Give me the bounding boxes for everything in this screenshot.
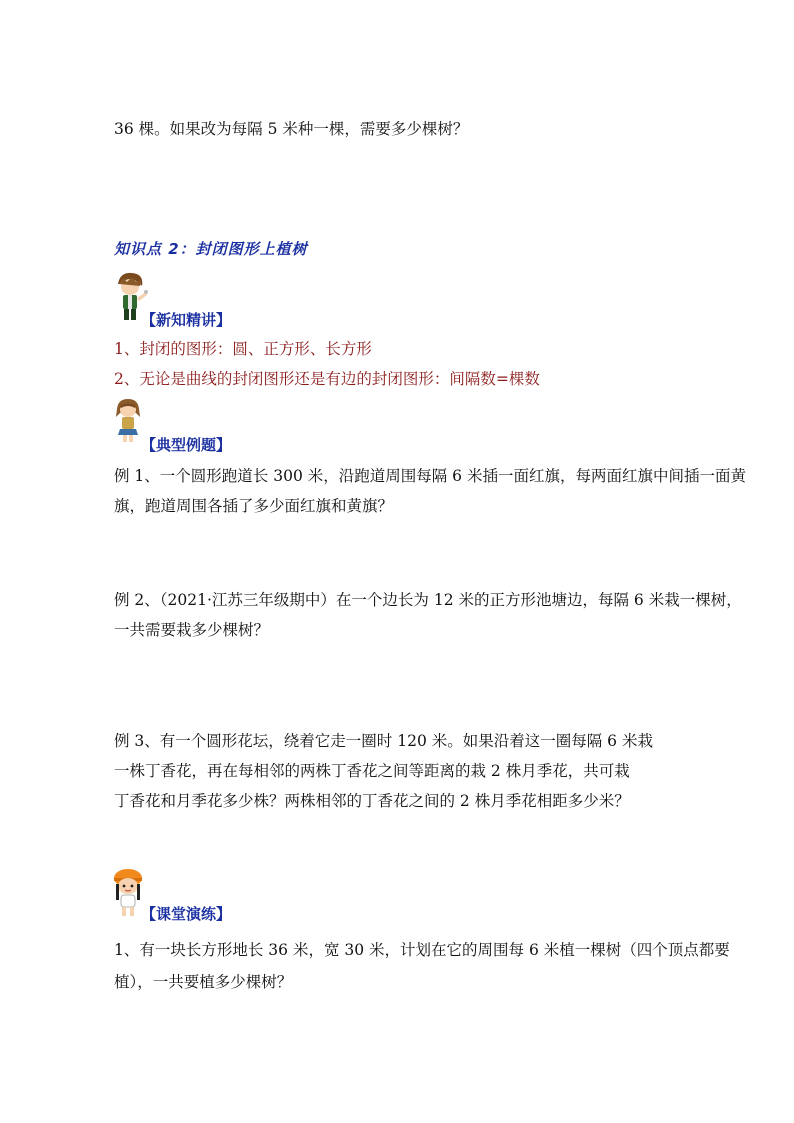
example-1-line-1: 例 1、一个圆形跑道长 300 米，沿跑道周围每隔 6 米插一面红旗，每两面红旗中间插一面黄 (114, 467, 746, 485)
previous-question-tail: 36 棵。如果改为每隔 5 米种一棵，需要多少棵树？ (114, 120, 469, 138)
section-practice: 【课堂演练】 (141, 905, 232, 923)
example-2-line-2: 一共需要栽多少棵树？ (114, 621, 270, 639)
knowledge-point-heading: 知识点 2：封闭图形上植树 (114, 240, 308, 258)
example-2-line-1: 例 2、（2021·江苏三年级期中）在一个边长为 12 米的正方形池塘边，每隔 6 米栽一棵树， (114, 591, 742, 609)
girl-student-icon (112, 397, 144, 443)
example-3-line-2: 一株丁香花，再在每相邻的两株丁香花之间等距离的栽 2 株月季花，共可栽 (114, 762, 630, 780)
practice-1-line-2: 植），一共要植多少棵树？ (114, 973, 293, 991)
knowledge-point-2: 2、无论是曲线的封闭图形还是有边的封闭图形：间隔数=棵数 (114, 370, 540, 388)
practice-1-line-1: 1、有一块长方形地长 36 米，宽 30 米，计划在它的周围每 6 米植一棵树（四个顶点都要 (114, 941, 730, 959)
example-1-line-2: 旗，跑道周围各插了多少面红旗和黄旗？ (114, 497, 394, 515)
section-new-knowledge: 【新知精讲】 (141, 311, 232, 329)
knowledge-point-1: 1、封闭的图形：圆、正方形、长方形 (114, 340, 372, 358)
section-examples: 【典型例题】 (141, 436, 232, 454)
example-3-line-1: 例 3、有一个圆形花坛，绕着它走一圈时 120 米。如果沿着这一圈每隔 6 米栽 (114, 732, 653, 750)
example-3-line-3: 丁香花和月季花多少株？两株相邻的丁香花之间的 2 株月季花相距多少米？ (114, 792, 630, 810)
